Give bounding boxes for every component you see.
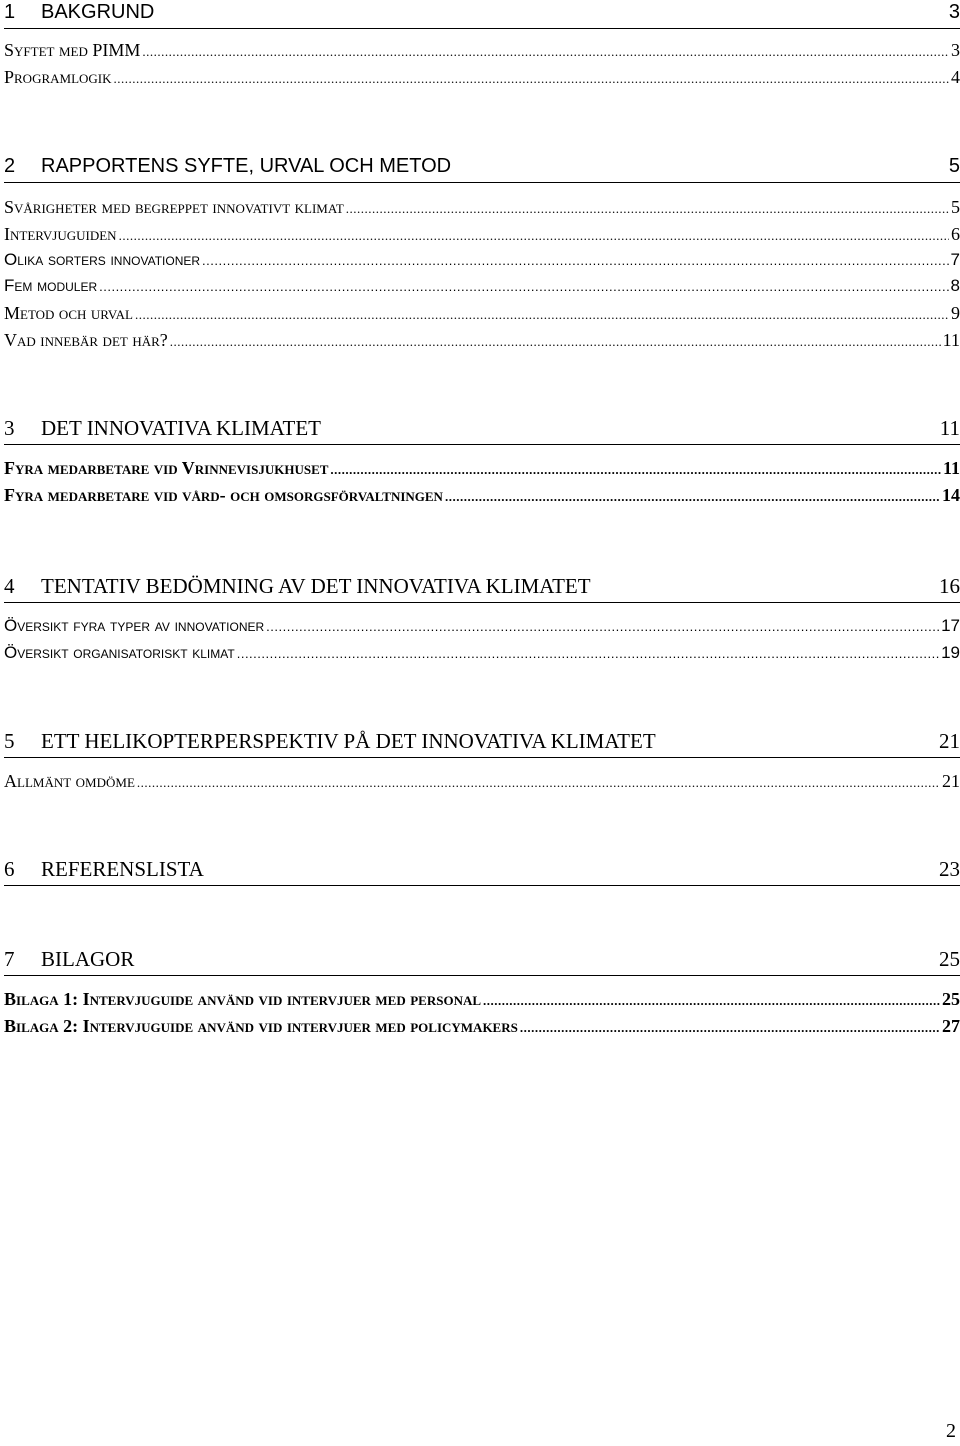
- entry-title: Metod och urval: [4, 303, 133, 323]
- entry-page: 14: [942, 485, 960, 505]
- toc-entry[interactable]: [4, 223, 960, 245]
- toc-heading-3[interactable]: [4, 416, 960, 445]
- dot-leader: [99, 276, 948, 298]
- toc-entry[interactable]: [4, 329, 960, 351]
- dot-leader: [135, 304, 949, 326]
- dot-leader: [445, 486, 940, 508]
- entry-title: Bilaga 2: Intervjuguide använd vid intervjuer med policymakers: [4, 1016, 518, 1036]
- toc-entry[interactable]: [4, 302, 960, 324]
- entry-page: 5: [951, 197, 960, 217]
- entry-title: Vad innebär det här?: [4, 330, 168, 350]
- entry-page: 8: [950, 276, 960, 295]
- section-title: RAPPORTENS SYFTE, URVAL OCH METOD: [41, 155, 452, 177]
- entry-title: Fyra medarbetare vid vård- och omsorgsförvaltningen: [4, 485, 443, 505]
- entry-title: Fyra medarbetare vid Vrinnevisjukhuset: [4, 458, 329, 478]
- dot-leader: [237, 643, 939, 665]
- entry-page: 4: [951, 67, 960, 87]
- toc-entry[interactable]: [4, 457, 960, 479]
- section-number: 3: [4, 416, 15, 440]
- section-page: 21: [939, 729, 960, 753]
- entry-page: 17: [941, 616, 960, 635]
- entry-page: 11: [942, 458, 960, 478]
- section-title: BAKGRUND: [41, 1, 155, 23]
- dot-leader: [137, 772, 940, 794]
- entry-title: Programlogik: [4, 67, 112, 87]
- toc-entry[interactable]: [4, 484, 960, 506]
- entry-title: Svårigheter med begreppet innovativt klimat: [4, 197, 344, 217]
- toc-heading-6[interactable]: [4, 857, 960, 886]
- entry-title: Bilaga 1: Intervjuguide använd vid intervjuer med personal: [4, 989, 482, 1009]
- entry-page: 11: [942, 330, 960, 350]
- dot-leader: [330, 459, 941, 481]
- dot-leader: [520, 1017, 940, 1039]
- dot-leader: [483, 990, 940, 1012]
- entry-page: 19: [941, 643, 960, 662]
- section-title: TENTATIV BEDÖMNING AV DET INNOVATIVA KLIMATET: [41, 574, 591, 598]
- section-page: 11: [939, 416, 960, 440]
- section-title: REFERENSLISTA: [41, 857, 204, 881]
- dot-leader: [266, 616, 939, 638]
- section-page: 16: [939, 574, 960, 598]
- entry-title: Syftet med PIMM: [4, 40, 141, 60]
- entry-title: Olika sorters innovationer: [4, 250, 201, 269]
- entry-title: Fem moduler: [4, 276, 98, 295]
- entry-title: Översikt organisatoriskt klimat: [4, 643, 235, 662]
- section-title: ETT HELIKOPTERPERSPEKTIV PÅ DET INNOVATIVA KLIMATET: [41, 729, 656, 753]
- dot-leader: [346, 198, 949, 220]
- toc-entry[interactable]: [4, 66, 960, 88]
- section-page: 3: [948, 1, 960, 23]
- entry-page: 21: [942, 771, 960, 791]
- toc-entry[interactable]: [4, 770, 960, 792]
- entry-page: 9: [951, 303, 960, 323]
- toc-entry[interactable]: [4, 249, 960, 271]
- toc-entry[interactable]: [4, 196, 960, 218]
- entry-title: Översikt fyra typer av innovationer: [4, 616, 265, 635]
- toc-entry[interactable]: [4, 275, 960, 297]
- section-number: 7: [4, 947, 15, 971]
- entry-page: 3: [951, 40, 960, 60]
- entry-title: Intervjuguiden: [4, 224, 117, 244]
- entry-page: 7: [950, 250, 960, 269]
- toc-entry[interactable]: [4, 1015, 960, 1037]
- section-page: 5: [948, 155, 960, 177]
- toc-heading-5[interactable]: [4, 729, 960, 758]
- entry-title: Allmänt omdöme: [4, 771, 135, 791]
- toc-heading-7[interactable]: [4, 947, 960, 976]
- section-number: 6: [4, 857, 15, 881]
- dot-leader: [119, 225, 949, 247]
- dot-leader: [202, 250, 948, 272]
- section-number: 2: [4, 155, 16, 177]
- dot-leader: [170, 331, 941, 353]
- section-title: DET INNOVATIVA KLIMATET: [41, 416, 321, 440]
- toc-entry[interactable]: [4, 642, 960, 664]
- toc-heading-2[interactable]: [4, 154, 960, 183]
- section-number: 4: [4, 574, 15, 598]
- section-title: BILAGOR: [41, 947, 135, 971]
- toc-heading-4[interactable]: [4, 574, 960, 603]
- toc-entry[interactable]: [4, 39, 960, 61]
- toc-heading-1[interactable]: [4, 0, 960, 29]
- toc-entry[interactable]: [4, 615, 960, 637]
- entry-page: 25: [942, 989, 960, 1009]
- dot-leader: [114, 68, 949, 90]
- page-number: 2: [946, 1420, 956, 1442]
- section-page: 23: [939, 857, 960, 881]
- entry-page: 27: [942, 1016, 960, 1036]
- entry-page: 6: [951, 224, 960, 244]
- toc-entry[interactable]: [4, 988, 960, 1010]
- dot-leader: [142, 41, 949, 63]
- section-number: 5: [4, 729, 15, 753]
- section-page: 25: [939, 947, 960, 971]
- section-number: 1: [4, 1, 16, 23]
